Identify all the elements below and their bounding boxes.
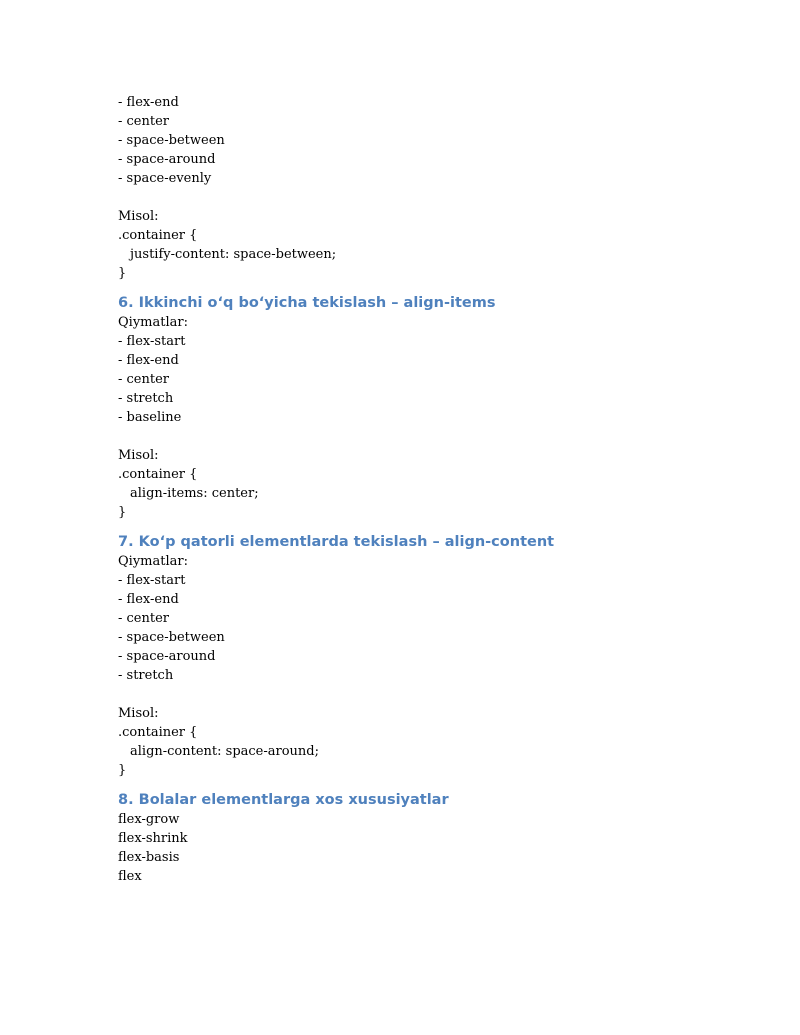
list-item: - center <box>118 114 170 129</box>
list-item: - space-between <box>118 133 225 148</box>
code-selector: .container { <box>118 467 198 482</box>
code-rule: justify-content: space-between; <box>130 247 337 262</box>
list-item: - flex-start <box>118 573 186 588</box>
list-item: flex-grow <box>118 812 180 827</box>
code-rule: align-items: center; <box>130 486 259 501</box>
values-label: Qiymatlar: <box>118 554 188 569</box>
example-label: Misol: <box>118 448 159 463</box>
list-item: - center <box>118 372 170 387</box>
document-content <box>118 93 718 886</box>
section-heading-6: 6. Ikkinchi o‘q bo‘yicha tekislash – align-items <box>118 295 496 311</box>
list-item: - flex-end <box>118 592 179 607</box>
code-close: } <box>118 266 127 281</box>
list-item: - stretch <box>118 668 174 683</box>
list-item: flex-basis <box>118 850 180 865</box>
spacer <box>118 188 718 207</box>
example-label: Misol: <box>118 706 159 721</box>
list-item: - flex-end <box>118 353 179 368</box>
code-rule: align-content: space-around; <box>130 744 320 759</box>
code-close: } <box>118 505 127 520</box>
list-item: - baseline <box>118 410 182 425</box>
list-item: - space-around <box>118 649 216 664</box>
example-label: Misol: <box>118 209 159 224</box>
list-item: - space-around <box>118 152 216 167</box>
list-item: - space-between <box>118 630 225 645</box>
list-item: - stretch <box>118 391 174 406</box>
code-selector: .container { <box>118 725 198 740</box>
values-label: Qiymatlar: <box>118 315 188 330</box>
list-item: - flex-end <box>118 95 179 110</box>
spacer <box>118 685 718 704</box>
code-selector: .container { <box>118 228 198 243</box>
list-item: flex <box>118 869 142 884</box>
list-item: - space-evenly <box>118 171 212 186</box>
section-heading-8: 8. Bolalar elementlarga xos xususiyatlar <box>118 792 449 808</box>
list-item: - center <box>118 611 170 626</box>
code-close: } <box>118 763 127 778</box>
list-item: flex-shrink <box>118 831 188 846</box>
section-heading-7: 7. Ko‘p qatorli elementlarda tekislash – align-content <box>118 534 555 550</box>
spacer <box>118 427 718 446</box>
list-item: - flex-start <box>118 334 186 349</box>
